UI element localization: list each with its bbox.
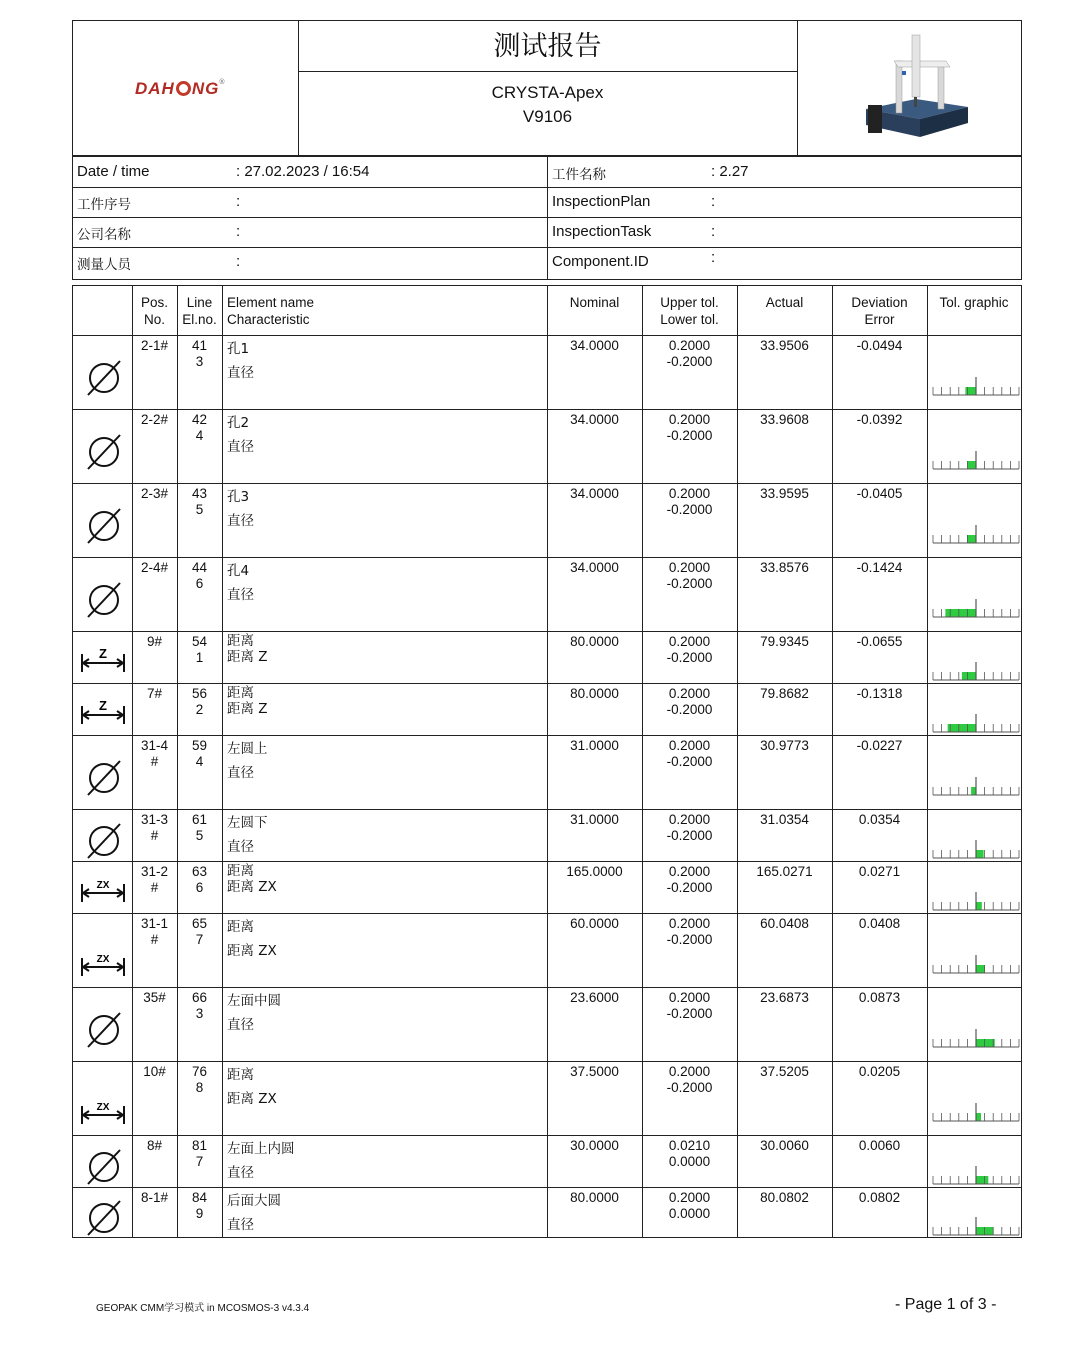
tol-graphic	[930, 775, 1022, 805]
header-tolerance: Upper tol. Lower tol.	[660, 295, 719, 327]
element-name: 左圆下	[227, 815, 268, 831]
header-element: Element name Characteristic	[227, 295, 315, 327]
element-no: 5	[195, 502, 204, 517]
line-no: 56	[191, 686, 208, 701]
diameter-icon	[74, 1187, 132, 1237]
lower-tol: -0.2000	[666, 650, 713, 665]
company-value: :	[236, 223, 241, 240]
actual-value: 23.6873	[760, 990, 809, 1005]
info-row-company	[73, 217, 1021, 248]
operator-label: 测量人员	[77, 257, 131, 273]
element-no: 4	[195, 428, 204, 443]
machine-name: CRYSTA-Apex	[491, 83, 604, 102]
upper-tol: 0.2000	[668, 916, 711, 931]
tol-graphic	[930, 953, 1022, 983]
cmm-machine-icon	[798, 21, 1022, 155]
tol-graphic	[930, 1164, 1022, 1194]
nominal-value: 31.0000	[570, 812, 619, 827]
tol-graphic	[930, 1027, 1022, 1057]
deviation-value: -0.0405	[856, 486, 903, 501]
nominal-value: 34.0000	[570, 338, 619, 353]
upper-tol: 0.2000	[668, 1190, 711, 1205]
actual-value: 31.0354	[760, 812, 809, 827]
plan-label: InspectionPlan	[552, 193, 651, 210]
distance-z-icon	[74, 631, 132, 683]
element-name: 距离	[227, 919, 254, 935]
deviation-value: 0.0802	[858, 1190, 901, 1205]
deviation-value: 0.0354	[858, 812, 901, 827]
characteristic: 距离 ZX	[227, 943, 277, 959]
element-name: 孔2	[227, 415, 250, 431]
diameter-icon	[74, 483, 132, 557]
nominal-value: 80.0000	[570, 1190, 619, 1205]
header-nominal: Nominal	[569, 295, 620, 310]
actual-value: 33.9595	[760, 486, 809, 501]
element-no: 5	[195, 828, 204, 843]
lower-tol: -0.2000	[666, 754, 713, 769]
characteristic: 直径	[227, 587, 254, 603]
lower-tol: -0.2000	[666, 702, 713, 717]
line-no: 43	[191, 486, 208, 501]
pos-no: 31-2	[140, 864, 169, 879]
element-name: 左圆上	[227, 741, 268, 757]
date-label: Date / time	[77, 163, 150, 180]
line-no: 81	[191, 1138, 208, 1153]
lower-tol: -0.2000	[666, 828, 713, 843]
operator-value: :	[236, 253, 241, 270]
upper-tol: 0.2000	[668, 1064, 711, 1079]
element-no: 6	[195, 880, 204, 895]
tol-graphic	[930, 838, 1022, 868]
element-no: 1	[195, 650, 204, 665]
pos-no: 7#	[146, 686, 163, 701]
footer-software: GEOPAK CMM学习模式 in MCOSMOS-3 v4.3.4	[96, 1303, 310, 1314]
element-no: 3	[195, 1006, 204, 1021]
characteristic: 直径	[227, 1217, 254, 1233]
deviation-value: -0.1318	[856, 686, 903, 701]
work-name-label: 工件名称	[552, 167, 606, 183]
element-name: 孔1	[227, 341, 250, 357]
page-indicator: - Page 1 of 3 -	[895, 1296, 997, 1313]
element-no: 2	[195, 702, 204, 717]
measurement-table	[72, 285, 1022, 1238]
line-no: 44	[191, 560, 208, 575]
upper-tol: 0.2000	[668, 338, 711, 353]
report-title: 测试报告	[298, 21, 797, 72]
pos-no: 31-3	[140, 812, 169, 827]
deviation-bar	[976, 1039, 995, 1047]
logo-cell	[73, 21, 299, 155]
header-deviation: Deviation Error	[851, 295, 908, 327]
deviation-value: -0.1424	[856, 560, 903, 575]
axis-label: Z	[99, 646, 107, 661]
tol-graphic	[930, 449, 1022, 479]
info-row-date	[73, 157, 1021, 188]
line-no: 76	[191, 1064, 208, 1079]
pos-no: 35#	[143, 990, 166, 1005]
pos-no-suffix: #	[150, 828, 159, 843]
characteristic: 直径	[227, 839, 254, 855]
element-no: 3	[195, 354, 204, 369]
tol-graphic	[930, 660, 1022, 690]
info-row-serial	[73, 187, 1021, 218]
pos-no: 10#	[143, 1064, 166, 1079]
tol-graphic	[930, 597, 1022, 627]
nominal-value: 31.0000	[570, 738, 619, 753]
header-line: Line El.no.	[182, 295, 217, 327]
company-logo: DAH NG®	[135, 79, 226, 98]
task-value: :	[711, 223, 716, 240]
element-name: 后面大圆	[227, 1193, 281, 1209]
deviation-value: 0.0271	[858, 864, 901, 879]
element-name: 孔3	[227, 489, 250, 505]
element-name: 左面上内圆	[227, 1141, 295, 1157]
deviation-value: -0.0655	[856, 634, 903, 649]
line-no: 41	[191, 338, 208, 353]
lower-tol: -0.2000	[666, 428, 713, 443]
lower-tol: -0.2000	[666, 932, 713, 947]
actual-value: 165.0271	[756, 864, 813, 879]
characteristic: 直径	[227, 513, 254, 529]
pos-no: 31-1	[140, 916, 169, 931]
element-no: 9	[195, 1206, 204, 1221]
deviation-value: -0.0494	[856, 338, 903, 353]
tol-graphic	[930, 890, 1022, 920]
tol-graphic	[930, 712, 1022, 742]
upper-tol: 0.2000	[668, 864, 711, 879]
distance-z-icon	[74, 683, 132, 735]
axis-label: ZX	[96, 954, 110, 965]
characteristic: 直径	[227, 1017, 254, 1033]
lower-tol: -0.2000	[666, 502, 713, 517]
characteristic: 直径	[227, 765, 254, 781]
tol-graphic	[930, 375, 1022, 405]
pos-no: 2-2#	[140, 412, 169, 427]
line-no: 59	[191, 738, 208, 753]
nominal-value: 34.0000	[570, 560, 619, 575]
lower-tol: 0.0000	[668, 1206, 711, 1221]
pos-no-suffix: #	[150, 754, 159, 769]
lower-tol: -0.2000	[666, 1006, 713, 1021]
lower-tol: -0.2000	[666, 880, 713, 895]
pos-no: 2-3#	[140, 486, 169, 501]
characteristic: 距离 ZX	[227, 879, 277, 895]
characteristic: 直径	[227, 365, 254, 381]
header-actual: Actual	[765, 295, 804, 310]
work-serial-label: 工件序号	[77, 197, 131, 213]
axis-label: ZX	[96, 880, 110, 891]
line-no: 54	[191, 634, 208, 649]
deviation-bar	[967, 535, 976, 543]
characteristic: 距离 ZX	[227, 1091, 277, 1107]
pos-no: 2-1#	[140, 338, 169, 353]
lower-tol: -0.2000	[666, 354, 713, 369]
pos-no: 8-1#	[140, 1190, 169, 1205]
element-name: 孔4	[227, 563, 250, 579]
info-block	[72, 156, 1022, 280]
pos-no: 2-4#	[140, 560, 169, 575]
element-name: 左面中圆	[227, 993, 281, 1009]
component-value: :	[711, 249, 716, 266]
header-pos: Pos. No.	[140, 295, 168, 327]
actual-value: 33.8576	[760, 560, 809, 575]
diameter-icon	[74, 735, 132, 809]
upper-tol: 0.2000	[668, 634, 711, 649]
deviation-bar	[976, 1176, 988, 1184]
pos-no: 9#	[146, 634, 163, 649]
upper-tol: 0.2000	[668, 412, 711, 427]
nominal-value: 60.0000	[570, 916, 619, 931]
line-no: 66	[191, 990, 208, 1005]
actual-value: 33.9608	[760, 412, 809, 427]
characteristic: 距离 Z	[227, 649, 268, 665]
element-name: 距离	[227, 633, 254, 649]
deviation-bar	[968, 461, 976, 469]
deviation-value: 0.0873	[858, 990, 901, 1005]
nominal-value: 34.0000	[570, 486, 619, 501]
tol-graphic	[930, 1215, 1022, 1245]
element-no: 7	[195, 932, 204, 947]
nominal-value: 23.6000	[570, 990, 619, 1005]
date-value: : 27.02.2023 / 16:54	[236, 163, 370, 180]
upper-tol: 0.2000	[668, 486, 711, 501]
nominal-value: 165.0000	[566, 864, 623, 879]
diameter-icon	[74, 557, 132, 631]
header-tol-graphic: Tol. graphic	[939, 295, 1009, 310]
work-serial-value: :	[236, 193, 241, 210]
deviation-value: 0.0205	[858, 1064, 901, 1079]
nominal-value: 37.5000	[570, 1064, 619, 1079]
deviation-bar	[965, 387, 976, 395]
nominal-value: 30.0000	[570, 1138, 619, 1153]
upper-tol: 0.2000	[668, 990, 711, 1005]
distance-zx-icon	[74, 861, 132, 913]
diameter-icon	[74, 809, 132, 861]
deviation-bar	[948, 724, 976, 732]
diameter-icon	[74, 1135, 132, 1187]
element-no: 6	[195, 576, 204, 591]
actual-value: 33.9506	[760, 338, 809, 353]
deviation-bar	[976, 1113, 981, 1121]
axis-label: Z	[99, 698, 107, 713]
actual-value: 60.0408	[760, 916, 809, 931]
company-label: 公司名称	[77, 227, 131, 243]
component-label: Component.ID	[552, 253, 649, 270]
element-no: 8	[195, 1080, 204, 1095]
machine-version: V9106	[522, 107, 573, 126]
lower-tol: 0.0000	[668, 1154, 711, 1169]
diameter-icon	[74, 987, 132, 1061]
characteristic: 直径	[227, 439, 254, 455]
actual-value: 79.8682	[760, 686, 809, 701]
characteristic: 距离 Z	[227, 701, 268, 717]
actual-value: 79.9345	[760, 634, 809, 649]
actual-value: 30.0060	[760, 1138, 809, 1153]
element-no: 7	[195, 1154, 204, 1169]
pos-no-suffix: #	[150, 932, 159, 947]
actual-value: 30.9773	[760, 738, 809, 753]
actual-value: 37.5205	[760, 1064, 809, 1079]
upper-tol: 0.0210	[668, 1138, 711, 1153]
element-no: 4	[195, 754, 204, 769]
element-name: 距离	[227, 1067, 254, 1083]
deviation-bar	[976, 965, 985, 973]
axis-label: ZX	[96, 1102, 110, 1113]
task-label: InspectionTask	[552, 223, 652, 240]
upper-tol: 0.2000	[668, 560, 711, 575]
nominal-value: 34.0000	[570, 412, 619, 427]
deviation-bar	[971, 787, 976, 795]
machine-image-cell	[797, 21, 1022, 155]
line-no: 42	[191, 412, 208, 427]
info-row-operator	[73, 247, 1021, 279]
deviation-bar	[962, 672, 976, 680]
distance-zx-icon	[74, 913, 132, 987]
element-name: 距离	[227, 863, 254, 879]
pos-no: 8#	[146, 1138, 163, 1153]
tol-graphic	[930, 1101, 1022, 1131]
line-no: 63	[191, 864, 208, 879]
report-header	[72, 20, 1022, 156]
deviation-bar	[976, 850, 984, 858]
upper-tol: 0.2000	[668, 686, 711, 701]
element-name: 距离	[227, 685, 254, 701]
deviation-value: -0.0227	[856, 738, 903, 753]
pos-no: 31-4	[140, 738, 169, 753]
lower-tol: -0.2000	[666, 1080, 713, 1095]
lower-tol: -0.2000	[666, 576, 713, 591]
deviation-value: 0.0060	[858, 1138, 901, 1153]
upper-tol: 0.2000	[668, 738, 711, 753]
upper-tol: 0.2000	[668, 812, 711, 827]
tol-graphic	[930, 523, 1022, 553]
deviation-value: 0.0408	[858, 916, 901, 931]
deviation-value: -0.0392	[856, 412, 903, 427]
deviation-bar	[976, 902, 982, 910]
nominal-value: 80.0000	[570, 686, 619, 701]
pos-no-suffix: #	[150, 880, 159, 895]
line-no: 84	[191, 1190, 208, 1205]
diameter-icon	[74, 335, 132, 409]
actual-value: 80.0802	[760, 1190, 809, 1205]
line-no: 61	[191, 812, 208, 827]
work-name-value: : 2.27	[711, 163, 749, 180]
distance-zx-icon	[74, 1061, 132, 1135]
plan-value: :	[711, 193, 716, 210]
line-no: 65	[191, 916, 208, 931]
diameter-icon	[74, 409, 132, 483]
nominal-value: 80.0000	[570, 634, 619, 649]
characteristic: 直径	[227, 1165, 254, 1181]
